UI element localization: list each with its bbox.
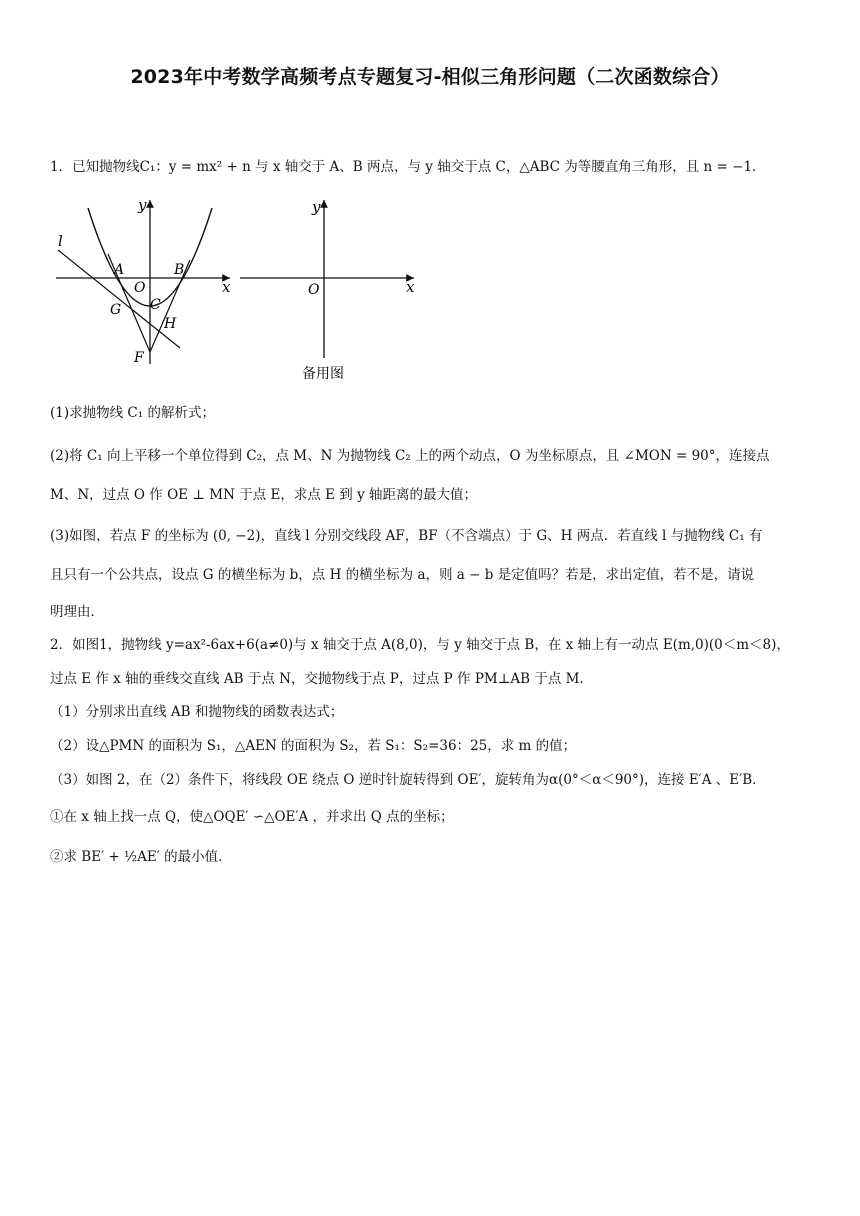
label-o: O: [134, 280, 146, 296]
problem-1-q3-line1: (3)如图，若点 F 的坐标为 (0, −2)，直线 l 分别交线段 AF，BF（不含端点）于 G、H 两点．若直线 l 与抛物线 C₁ 有: [50, 528, 763, 544]
problem-2-q1: （1）分别求出直线 AB 和抛物线的函数表达式；: [50, 704, 344, 720]
problem-1-q3-line3: 明理由．: [50, 604, 104, 620]
problem-2-q3-2: ②求 BE′ + ½AE′ 的最小值．: [50, 849, 232, 865]
problem-1-figure: [50, 194, 450, 390]
label-f: F: [134, 350, 144, 366]
label-c: C: [150, 297, 161, 313]
problem-2-intro-line1: 2．如图1，抛物线 y=ax²-6ax+6(a≠0)与 x 轴交于点 A(8,0)，与 y 轴交于点 B，在 x 轴上有一动点 E(m,0)(0＜m＜8)，: [50, 637, 790, 653]
problem-2-q3: （3）如图 2，在（2）条件下，将线段 OE 绕点 O 逆时针旋转得到 OE′，旋转角为α(0°＜α＜90°)，连接 E′A 、E′B．: [50, 772, 766, 788]
page-title: 2023年中考数学高频考点专题复习-相似三角形问题（二次函数综合）: [130, 66, 730, 88]
problem-1-q2-line2: M、N，过点 O 作 OE ⊥ MN 于点 E，求点 E 到 y 轴距离的最大值；: [50, 487, 477, 503]
main-figure: [56, 196, 231, 366]
label-b: B: [174, 262, 185, 278]
problem-1-intro: 1．已知抛物线C₁：y = mx² + n 与 x 轴交于 A、B 两点，与 y 轴交于点 C，△ABC 为等腰直角三角形，且 n = −1．: [50, 159, 766, 175]
backup-label-o: O: [308, 282, 320, 298]
problem-1-q1: (1)求抛物线 C₁ 的解析式；: [50, 405, 215, 421]
problem-1-q3-line2: 且只有一个公共点，设点 G 的横坐标为 b，点 H 的横坐标为 a，则 a − b 是定值吗？若是，求出定值，若不是，请说: [50, 567, 755, 583]
problem-2-q3-1: ①在 x 轴上找一点 Q，使△OQE′ ∽△OE′A ，并求出 Q 点的坐标；: [50, 809, 454, 825]
backup-caption: 备用图: [302, 366, 344, 382]
label-x: x: [222, 278, 231, 296]
label-h: H: [164, 316, 177, 332]
problem-2-q2: （2）设△PMN 的面积为 S₁，△AEN 的面积为 S₂，若 S₁：S₂=36：25，求 m 的值；: [50, 738, 577, 754]
label-y: y: [138, 196, 147, 214]
label-a: A: [114, 262, 125, 278]
backup-label-y: y: [312, 198, 321, 216]
label-l: l: [58, 232, 63, 250]
backup-figure: [240, 198, 415, 382]
label-g: G: [110, 302, 122, 318]
problem-1-q2-line1: (2)将 C₁ 向上平移一个单位得到 C₂，点 M、N 为抛物线 C₂ 上的两个动点，O 为坐标原点，且 ∠MON = 90°，连接点: [50, 448, 770, 464]
backup-label-x: x: [406, 278, 415, 296]
problem-2-intro-line2: 过点 E 作 x 轴的垂线交直线 AB 于点 N，交抛物线于点 P，过点 P 作 PM⊥AB 于点 M．: [50, 671, 593, 687]
